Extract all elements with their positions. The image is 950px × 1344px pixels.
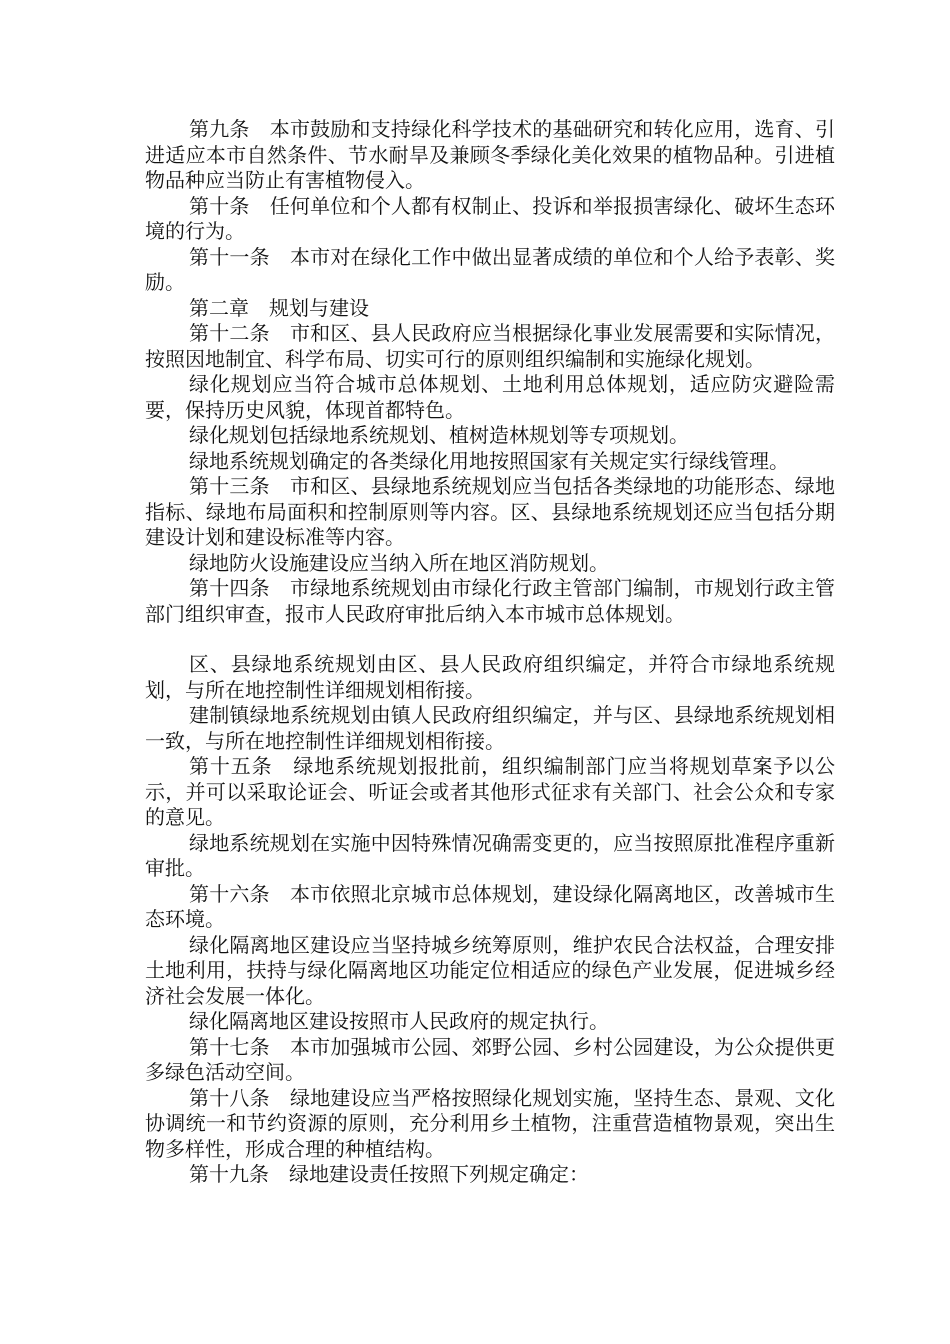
article-12: 第十二条 市和区、县人民政府应当根据绿化事业发展需要和实际情况，按照因地制宜、科学布局、切实可行的原则组织编制和实施绿化规划。	[145, 321, 835, 371]
article-14: 第十四条 市绿地系统规划由市绿化行政主管部门编制，市规划行政主管部门组织审查，报市人民政府审批后纳入本市城市总体规划。	[145, 576, 835, 626]
article-13: 第十三条 市和区、县绿地系统规划应当包括各类绿地的功能形态、绿地指标、绿地布局面积和控制原则等内容。区、县绿地系统规划还应当包括分期建设计划和建设标准等内容。	[145, 474, 835, 549]
article-12-para-2: 绿化规划应当符合城市总体规划、土地利用总体规划，适应防灾避险需要，保持历史风貌，体现首都特色。	[145, 372, 835, 422]
article-16-para-2: 绿化隔离地区建设应当坚持城乡统筹原则，维护农民合法权益，合理安排土地利用，扶持与绿化隔离地区功能定位相适应的绿色产业发展，促进城乡经济社会发展一体化。	[145, 932, 835, 1008]
article-16-para-3: 绿化隔离地区建设按照市人民政府的规定执行。	[189, 1009, 609, 1033]
article-11: 第十一条 本市对在绿化工作中做出显著成绩的单位和个人给予表彰、奖励。	[145, 244, 835, 294]
article-15: 第十五条 绿地系统规划报批前，组织编制部门应当将规划草案予以公示，并可以采取论证会、听证会或者其他形式征求有关部门、社会公众和专家的意见。	[145, 754, 835, 829]
article-19: 第十九条 绿地建设责任按照下列规定确定：	[189, 1162, 589, 1186]
article-13-para-2: 绿地防火设施建设应当纳入所在地区消防规划。	[189, 550, 609, 575]
article-14-para-2: 区、县绿地系统规划由区、县人民政府组织编定，并符合市绿地系统规划，与所在地控制性详细规划相衔接。	[145, 652, 835, 702]
article-14-para-3: 建制镇绿地系统规划由镇人民政府组织编定，并与区、县绿地系统规划相一致，与所在地控制性详细规划相衔接。	[145, 703, 835, 753]
article-12-para-3: 绿化规划包括绿地系统规划、植树造林规划等专项规划。	[189, 423, 689, 447]
article-16: 第十六条 本市依照北京城市总体规划，建设绿化隔离地区，改善城市生态环境。	[145, 881, 835, 931]
chapter-2-heading: 第二章 规划与建设	[189, 295, 369, 320]
article-9: 第九条 本市鼓励和支持绿化科学技术的基础研究和转化应用，选育、引进适应本市自然条件、节水耐旱及兼顾冬季绿化美化效果的植物品种。引进植物品种应当防止有害植物侵入。	[145, 117, 835, 192]
document-body	[145, 117, 835, 1188]
article-12-para-4: 绿地系统规划确定的各类绿化用地按照国家有关规定实行绿线管理。	[189, 448, 789, 473]
article-18: 第十八条 绿地建设应当严格按照绿化规划实施，坚持生态、景观、文化协调统一和节约资源的原则，充分利用乡土植物，注重营造植物景观，突出生物多样性，形成合理的种植结构。	[145, 1085, 835, 1161]
article-17: 第十七条 本市加强城市公园、郊野公园、乡村公园建设，为公众提供更多绿色活动空间。	[145, 1034, 835, 1084]
article-10: 第十条 任何单位和个人都有权制止、投诉和举报损害绿化、破坏生态环境的行为。	[145, 193, 835, 243]
article-15-para-2: 绿地系统规划在实施中因特殊情况确需变更的，应当按照原批准程序重新审批。	[145, 830, 835, 880]
